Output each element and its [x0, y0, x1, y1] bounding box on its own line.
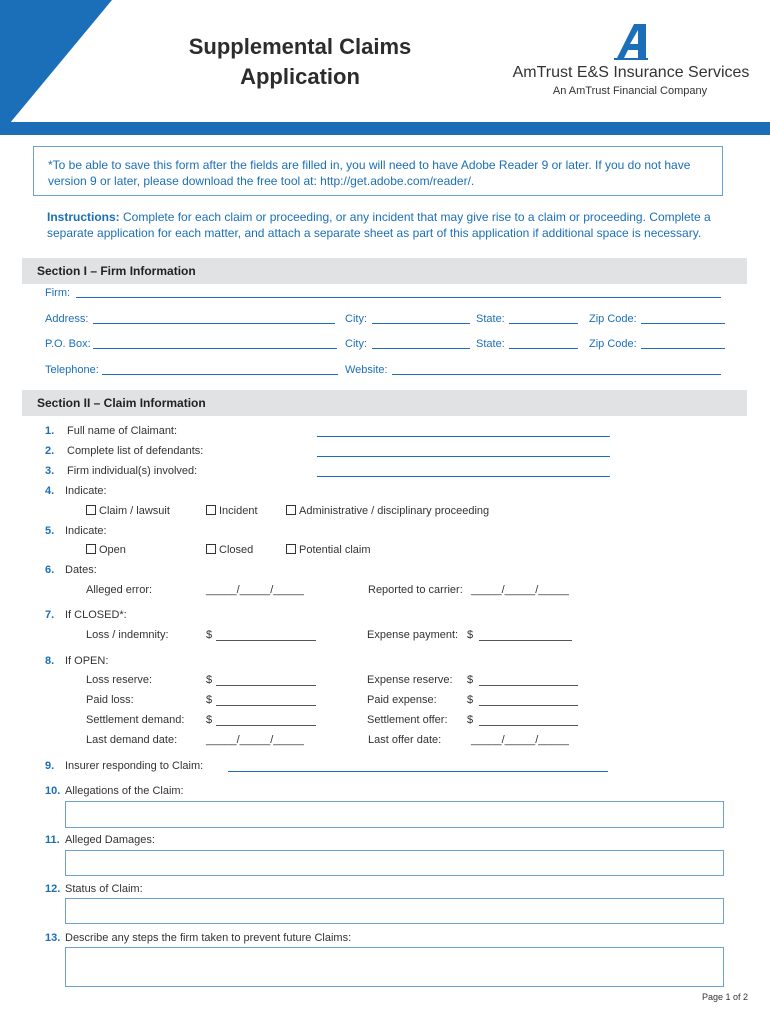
- checkbox-icon: [286, 544, 296, 554]
- website-field[interactable]: [392, 374, 721, 375]
- company-name: AmTrust E&S Insurance Services: [512, 64, 750, 81]
- settlement-demand-field[interactable]: [216, 725, 316, 726]
- checkbox-label: Administrative / disciplinary proceeding: [299, 505, 490, 517]
- website-label: Website:: [345, 364, 388, 376]
- address-field[interactable]: [93, 323, 335, 324]
- address-label: Address:: [45, 313, 89, 325]
- q11-number: 11.: [45, 834, 60, 846]
- q2-label: Complete list of defendants:: [67, 445, 204, 457]
- checkbox-icon: [286, 505, 296, 515]
- last-offer-label: Last offer date:: [368, 734, 442, 746]
- title-line-1: Supplemental Claims: [188, 34, 412, 59]
- checkbox-open[interactable]: [86, 544, 126, 556]
- dollar-sign: $: [206, 674, 213, 686]
- reported-label: Reported to carrier:: [368, 584, 463, 596]
- checkbox-label: Closed: [219, 544, 254, 556]
- settlement-demand-label: Settlement demand:: [86, 714, 185, 726]
- zip-label-2: Zip Code:: [589, 338, 637, 350]
- loss-indemnity-field[interactable]: [216, 640, 316, 641]
- firm-field[interactable]: [76, 297, 721, 298]
- page-title: [150, 32, 450, 92]
- q10-number: 10.: [45, 785, 61, 797]
- checkbox-label: Potential claim: [299, 544, 371, 556]
- state-label: State:: [476, 313, 505, 325]
- expense-payment-label: Expense payment:: [367, 629, 459, 641]
- telephone-field[interactable]: [102, 374, 338, 375]
- last-demand-date[interactable]: _____/_____/_____: [206, 734, 304, 746]
- header-corner-graphic: [0, 0, 112, 135]
- title-line-2: Application: [240, 64, 360, 89]
- expense-payment-field[interactable]: [479, 640, 572, 641]
- dollar-sign: $: [467, 714, 474, 726]
- individuals-field[interactable]: [317, 476, 610, 477]
- q8-number: 8.: [45, 655, 55, 667]
- pobox-field[interactable]: [93, 348, 337, 349]
- paid-loss-label: Paid loss:: [86, 694, 134, 706]
- zip-field[interactable]: [641, 323, 725, 324]
- header-band: [0, 122, 770, 135]
- claimant-field[interactable]: [317, 436, 610, 437]
- paid-loss-field[interactable]: [216, 705, 316, 706]
- checkbox-icon: [206, 505, 216, 515]
- reported-date[interactable]: _____/_____/_____: [471, 584, 569, 596]
- q6-number: 6.: [45, 564, 55, 576]
- settlement-offer-field[interactable]: [479, 725, 578, 726]
- last-demand-label: Last demand date:: [86, 734, 178, 746]
- state-field[interactable]: [509, 323, 578, 324]
- q1-label: Full name of Claimant:: [67, 425, 178, 437]
- checkbox-label: Open: [99, 544, 126, 556]
- insurer-field[interactable]: [228, 771, 608, 772]
- q3-number: 3.: [45, 465, 55, 477]
- section-2-header: Section II – Claim Information: [22, 390, 747, 416]
- firm-label: Firm:: [45, 287, 71, 299]
- company-subtitle: An AmTrust Financial Company: [552, 85, 708, 97]
- q1-number: 1.: [45, 425, 55, 437]
- dollar-sign: $: [206, 629, 213, 641]
- q6-label: Dates:: [65, 564, 97, 576]
- page-number: Page 1 of 2: [701, 992, 748, 1002]
- expense-reserve-field[interactable]: [479, 685, 578, 686]
- instructions-text: Complete for each claim or proceeding, or any incident that may give rise to a claim or proceeding. Complete a separate application for each matter, and attach a separate sheet as part of this application if additional space is necessary.: [47, 210, 711, 240]
- city-label: City:: [345, 313, 367, 325]
- q8-label: If OPEN:: [65, 655, 109, 667]
- city-field[interactable]: [372, 323, 470, 324]
- dollar-sign: $: [467, 674, 474, 686]
- loss-indemnity-label: Loss / indemnity:: [86, 629, 169, 641]
- alleged-error-date[interactable]: _____/_____/_____: [206, 584, 304, 596]
- last-offer-date[interactable]: _____/_____/_____: [471, 734, 569, 746]
- instructions: [47, 209, 737, 241]
- q10-label: Allegations of the Claim:: [65, 785, 184, 797]
- q4-number: 4.: [45, 485, 55, 497]
- q7-label: If CLOSED*:: [65, 609, 127, 621]
- pobox-label: P.O. Box:: [45, 338, 91, 350]
- q12-number: 12.: [45, 883, 61, 895]
- q9-label: Insurer responding to Claim:: [65, 760, 204, 772]
- state-field-2[interactable]: [509, 348, 578, 349]
- checkbox-icon: [206, 544, 216, 554]
- checkbox-icon: [86, 505, 96, 515]
- zip-field-2[interactable]: [641, 348, 725, 349]
- allegations-textarea[interactable]: [65, 801, 724, 828]
- q13-label: Describe any steps the firm taken to prevent future Claims:: [65, 932, 352, 944]
- q5-label: Indicate:: [65, 525, 107, 537]
- dollar-sign: $: [206, 714, 213, 726]
- checkbox-label: Incident: [219, 505, 258, 517]
- q12-label: Status of Claim:: [65, 883, 143, 895]
- checkbox-administrative[interactable]: [286, 505, 489, 517]
- status-textarea[interactable]: [65, 898, 724, 924]
- dollar-sign: $: [467, 694, 474, 706]
- q5-number: 5.: [45, 525, 55, 537]
- checkbox-incident[interactable]: [206, 505, 258, 517]
- checkbox-claim-lawsuit[interactable]: [86, 505, 170, 517]
- alleged-error-label: Alleged error:: [86, 584, 153, 596]
- loss-reserve-label: Loss reserve:: [86, 674, 153, 686]
- q2-number: 2.: [45, 445, 55, 457]
- reader-notice: *To be able to save this form after the fields are filled in, you will need to have Adobe Reader 9 or later. If you do not have version 9 or later, please download the free tool at: http://get.adobe.com/reader/.: [33, 146, 723, 196]
- section-1-header: Section I – Firm Information: [22, 258, 747, 284]
- city-label-2: City:: [345, 338, 367, 350]
- zip-label: Zip Code:: [589, 313, 637, 325]
- damages-textarea[interactable]: [65, 850, 724, 876]
- defendants-field[interactable]: [317, 456, 610, 457]
- settlement-offer-label: Settlement offer:: [367, 714, 448, 726]
- checkbox-potential-claim[interactable]: [286, 544, 371, 556]
- paid-expense-label: Paid expense:: [367, 694, 437, 706]
- q4-label: Indicate:: [65, 485, 107, 497]
- city-field-2[interactable]: [372, 348, 470, 349]
- amtrust-logo-icon: [612, 22, 650, 62]
- instructions-label: Instructions:: [47, 210, 120, 224]
- q3-label: Firm individual(s) involved:: [67, 465, 198, 477]
- paid-expense-field[interactable]: [479, 705, 578, 706]
- state-label-2: State:: [476, 338, 505, 350]
- expense-reserve-label: Expense reserve:: [367, 674, 453, 686]
- q11-label: Alleged Damages:: [65, 834, 155, 846]
- checkbox-closed[interactable]: [206, 544, 253, 556]
- prevention-textarea[interactable]: [65, 947, 724, 987]
- dollar-sign: $: [206, 694, 213, 706]
- checkbox-label: Claim / lawsuit: [99, 505, 170, 517]
- checkbox-icon: [86, 544, 96, 554]
- q7-number: 7.: [45, 609, 55, 621]
- loss-reserve-field[interactable]: [216, 685, 316, 686]
- q9-number: 9.: [45, 760, 55, 772]
- telephone-label: Telephone:: [45, 364, 99, 376]
- q13-number: 13.: [45, 932, 61, 944]
- dollar-sign: $: [467, 629, 474, 641]
